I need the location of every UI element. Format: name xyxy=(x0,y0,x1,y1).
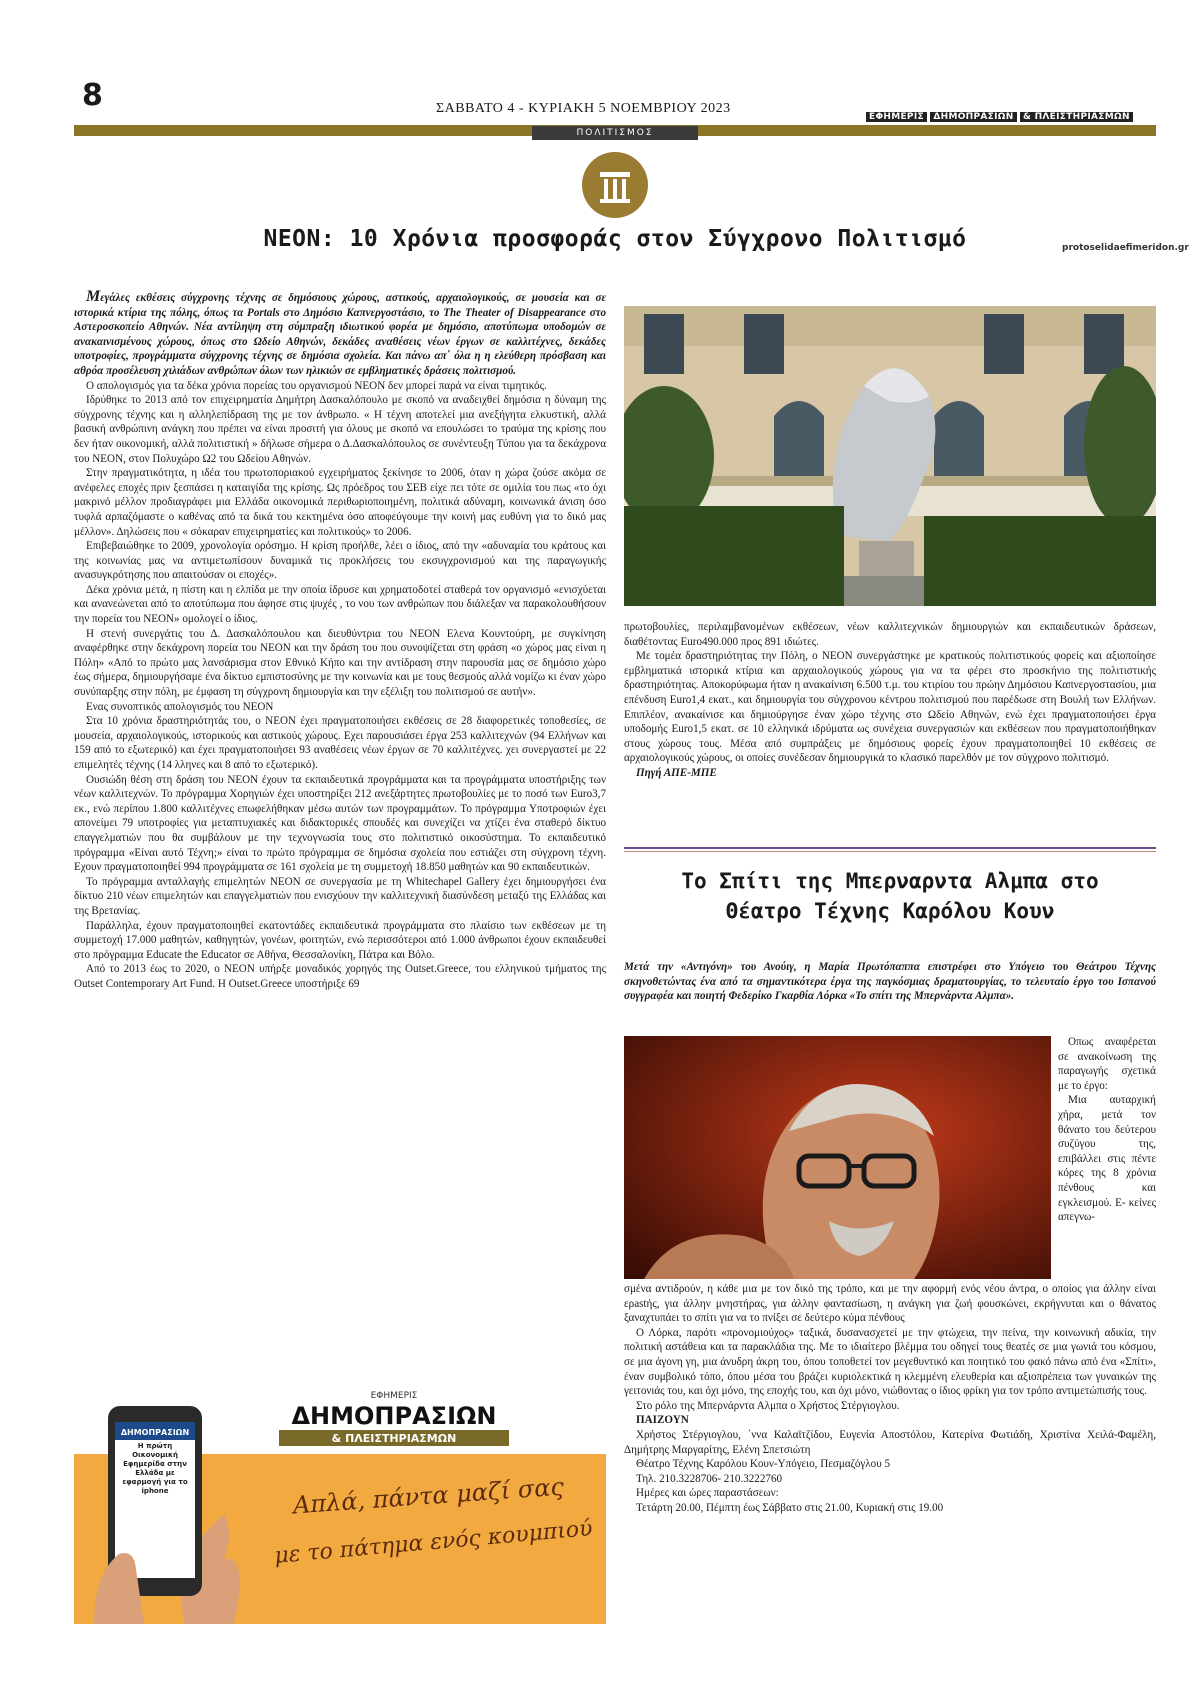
paragraph: Στα 10 χρόνια δραστηριότητάς του, ο NEON έχει πραγματοποιήσει εκθέσεις σε 28 διαφορετικές τοποθεσίες, σε μουσεία, αρχαιολογικούς, ιστορικούς και αστικούς χώρους. Εχει παρουσιάσει έργα 253 καλλιτεχνών (94 Ελλήνων και 159 από το εξωτερικό) και έχει πραγματοποιήσει 93 αναθέσεις νέων έργων σε 70 καλλιτέχνες. χει συνεργαστεί με 22 επιμελητές τέχνης (14 λληνες και 8 από το εξωτερικό). xyxy=(74,715,606,771)
paragraph: Μια αυταρχική χήρα, μετά τον θάνατο του δεύτερου συζύγου της, επιβάλλει στις πέντε κόρες της 8 χρόνια πένθους και εγκλεισμού. Ε- κείνες απεγνω- xyxy=(1058,1094,1156,1224)
paragraph: Με τομέα δραστηριότητας την Πόλη, ο NEON συνεργάστηκε με κρατικούς πολιτιστικούς φορείς και αξιοποίησε εμβληματικά ιστορικά κτίρια και αρχαιολογικούς χώρους για να τα φέρει στο προσκήνιο της πολιτιστικής δραστηριότητας. Αποκορύφωμα ήταν η ανακαίνιση 6.500 τ.μ. του κτιρίου του πρώην Δημόσιου Καπνεργοστασίου, μια επένδυση Euro1,4 εκατ., και δημιουργία του σύγχρονου κέντρου πολιτισμού που παρέδωσε στη Βουλή των Ελλήνων. Επιπλέον, ανακαίνισε και δημιούργησε έναν χώρο τέχνης στο Ωδείο Αθηνών, ενώ έχει πραγματοποιήσει έργα υποδομής Euro1,5 εκατ. σε 10 ελληνικά ιδρύματα ως συνέχεια συνεργασιών και εκθέσεων που πραγματοποιήθηκαν στους χώρους τους. Μέσα από συμπράξεις με δημόσιους φορείς έχουν πραγματοποιηθεί 10 εκθέσεις σε αρχαιολογικούς χώρους, οι οποίες συνέδεσαν δημιουργικά το κλασικό παρελθόν με τον σύγχρονο πολιτισμό. xyxy=(624,650,1156,765)
headline-line: Το Σπίτι της Μπερναρντα Αλμπα στο xyxy=(681,869,1099,893)
venue: Θέατρο Τέχνης Καρόλου Κουν-Υπόγειο, Πεσμαζόγλου 5 xyxy=(636,1458,891,1471)
paragraph: Παράλληλα, έχουν πραγματοποιηθεί εκατοντάδες εκπαιδευτικά προγράμματα στο πλαίσιο των εκθέσεων με τη συμμετοχή 17.000 μαθητών, καθηγητών, γονέων, φοιτητών, ενώ περισσότεροι από 1.000 άνθρωποι έχουν εκπαιδευθεί στο πρόγραμμα Educate the Educator σε Αθήνα, Θεσσαλονίκη, Πάτρα και Βόλο. xyxy=(74,919,606,961)
article1-column-right xyxy=(624,620,1156,781)
page-number: 8 xyxy=(82,78,103,113)
paragraph: Δέκα χρόνια μετά, η πίστη και η ελπίδα με την οποία ίδρυσε και χρηματοδοτεί σταθερά τον οργανισμό «ενισχύεται και ανανεώνεται από το αποτύπωμα που άφησε στις ψυχές , το νου των ανθρώπων που διάλεξαν να παρακολουθήσουν την πορεία του NEON» ομολογεί ο ίδιος. xyxy=(74,583,606,626)
masthead-prefix: ΕΦΗΜΕΡΙΣ xyxy=(866,112,927,122)
source-site: protoselidaefimeridon.gr xyxy=(1062,243,1189,253)
paragraph: Ιδρύθηκε το 2013 από τον επιχειρηματία Δημήτρη Δασκαλόπουλο με σκοπό να αναδειχθεί δημόσια η δύναμη της σύγχρονης τέχνης και η αλληλεπίδραση της με τον άνθρωπο. « Η τέχνη αποτελεί μια ανεξήγητα ελκυστική, αλλά βασική ανθρώπινη ανάγκη που πρέπει να είναι προσιτή για όλους με σκοπό να επουλώσει το τραύμα της κρίσης που δεν ήταν οικονομική, αλλά πολιτιστική » δήλωσε σήμερα ο Δ.Δασκαλόπουλος σε συνέντευξη Τύπου για τα δεκάχρονα του NEON, στον Πολυχώρο Ω2 του Ωδείου Αθηνών. xyxy=(74,394,606,465)
lede-initial: Μ xyxy=(86,288,101,305)
cast-list: Χρήστος Στέργιογλου, ΄ννα Καλαϊτζίδου, Ευγενία Αποστόλου, Κατερίνα Φωτιάδη, Χριστίνα Χειλά-Φαμέλη, Δημήτρης Μαργαρίτης, Ελένη Σπετσιώτη xyxy=(624,1428,1156,1456)
paragraph: πρωτοβουλίες, περιλαμβανομένων εκθέσεων, νέων καλλιτεχνικών δημιουργιών και εκπαιδευτικών δράσεων, διαθέτοντας Euro490.000 προς 891 ιδιώτες. xyxy=(624,621,1156,648)
ad-brand-prefix: ΕΦΗΜΕΡΙΣ xyxy=(370,1391,418,1401)
ad-brand-suffix: & ΠΛΕΙΣΤΗΡΙΑΣΜΩΝ xyxy=(331,1432,457,1445)
phone: Τηλ. 210.3228706- 210.3222760 xyxy=(636,1472,783,1485)
cast-heading: ΠΑΙΖΟΥΝ xyxy=(636,1414,689,1427)
paragraph: Οπως αναφέρεται σε ανακοίνωση της παραγωγής σχετικά με το έργο: xyxy=(1058,1036,1156,1092)
paragraph: Ο απολογισμός για τα δέκα χρόνια πορείας του οργανισμού NEON δεν μπορεί παρά να είναι τιμητικός. xyxy=(86,379,547,392)
paragraph: Η στενή συνεργάτις του Δ. Δασκαλόπουλου και διευθύντρια του NEON Ελενα Κουντούρη, με συγκίνηση αναφέρθηκε στην δεκάχρονη πορεία του NEON και την δράση του που συνοψίζεται στη φράση «ο χώρος μας είναι η Πόλη» «Από το πρώτο μας λανσάρισμα στον Εθνικό Κήπο και την αντίδραση στην παρουσία μας σε δημόσιο χώρο έως σήμερα, δημιουργήσαμε ένα δίκτυο εμπιστοσύνης με την κοινωνία και με τους θεσμούς αλλά νομίζω κι έναν χώρο συνύπαρξης στην πόλη, με έμφαση τη σύγχρονη δημιουργία και την εξέλιξη του πολιτισμού σε αυτήν». xyxy=(74,627,606,699)
article2-body xyxy=(624,1282,1156,1516)
headline-line: Θέατρο Τέχνης Καρόλου Κουν xyxy=(725,899,1055,923)
issue-date: ΣΑΒΒΑΤΟ 4 - ΚΥΡΙΑΚΗ 5 ΝΟΕΜΒΡΙΟΥ 2023 xyxy=(436,101,731,116)
phone-screen-title: ΔΗΜΟΠΡΑΣΙΩΝ xyxy=(120,1428,190,1437)
schedule: Τετάρτη 20.00, Πέμπτη έως Σάββατο στις 21.00, Κυριακή στις 19.00 xyxy=(636,1501,944,1514)
masthead-strip xyxy=(866,112,1156,126)
subheading: Ενας συνοπτικός απολογισμός του NEON xyxy=(86,700,274,713)
paragraph: Από το 2013 έως το 2020, ο NEON υπήρξε μοναδικός χορηγός της Outset.Greece, του ελληνικού τμήματος της Outset Contemporary Art Fund. Η Outset.Greece υποστήριξε 69 xyxy=(74,963,606,990)
paragraph: Επιβεβαιώθηκε το 2009, χρονολογία ορόσημο. Η κρίση προήλθε, λέει ο ίδιος, από την «αδυναμία του κράτους και της κοινωνίας μας να αντιμετωπίσουν δυναμικά τις προκλήσεις του εκσυγχρονισμού και της παραγωγικής ανασυγκρότησης που απαιτούσαν οι εποχές». xyxy=(74,540,606,582)
sculpture-photo xyxy=(624,306,1156,606)
masthead-suffix: & ΠΛΕΙΣΤΗΡΙΑΣΜΩΝ xyxy=(1020,112,1133,122)
article2-headline xyxy=(624,866,1156,926)
article1-column-left xyxy=(74,290,606,992)
article1-headline: NEON: 10 Χρόνια προσφοράς στον Σύγχρονο Πολιτισμό xyxy=(263,226,967,252)
schedule-label: Ημέρες και ώρες παραστάσεων: xyxy=(636,1487,779,1500)
paragraph: σμένα αντιδρούν, η κάθε μια με τον δικό της τρόπο, και με την αφορμή ενός νέου άντρα, ο οποίος για άλλην είναι ερastής, για άλλην μνηστήρας, για άλλην φαντασίωση, η ανάγκη για ζωή φουσκώνει, εκρήγνυται και ο θάνατος ξαναχτυπάει το σπίτι για να το πνίξει σε δεύτερο κύμα πένθους xyxy=(624,1283,1156,1325)
column-icon xyxy=(582,152,648,218)
paragraph: Το πρόγραμμα ανταλλαγής επιμελητών NEON σε συνεργασία με τη Whitechapel Gallery έχει δημιουργήσει ένα δίκτυο 210 νέων επιμελητών και επαγγελματιών που ενισχύουν την καλλιτεχνική διασύνδεση μεταξύ της Ελλάδας και της Βρετανίας. xyxy=(74,875,606,917)
actor-portrait-photo xyxy=(624,1036,1051,1279)
paragraph: Ουσιώδη θέση στη δράση του NEON έχουν τα εκπαιδευτικά προγράμματα και τα προγράμματα υποστήριξης των νέων καλλιτεχνών. Το πρόγραμμα Χορηγιών έχει υποστηρίξει 212 ανεξάρτητες πρωτοβουλίες με το ποσό των Euro3,7 εκ., ενώ περίπου 1.800 καλλιτέχνες επωφελήθηκαν μέσω αυτών των προγραμμάτων. Το πρόγραμμα Υποτροφιών έχει απονείμει 79 υποτροφίες για μεταπτυχιακές και διδακτορικές σπουδές και συνεχίζει να χτίζει ένα σταθερό δίκτυο επαγγελματιών που θα συμβάλουν με την τεχνογνωσία τους στο πολιτιστικό οικοσύστημα. Το εκπαιδευτικό πρόγραμμα «Είναι αυτό Τέχνη;» είναι το πρώτο πρόγραμμα σε δημόσια σχολεία που εστιάζει στη σύγχρονη τέχνη. Εχουν πραγματοποιηθεί 994 προγράμματα σε 161 σχολεία με τη συμμετοχή 18.850 μαθητών και 90 εκπαιδευτικών. xyxy=(74,773,606,874)
advertisement[interactable] xyxy=(74,1384,606,1624)
article-divider xyxy=(624,847,1156,852)
phone-screen-text: Η πρώτη Οικονομική Εφημερίδα στην Ελλάδα με εφαρμογή για το iphone xyxy=(122,1442,188,1495)
article1-lede xyxy=(74,290,606,379)
ad-slogan-line1: Απλά, πάντα μαζί σας xyxy=(292,1472,565,1520)
section-label: ΠΟΛΙΤΙΣΜΟΣ xyxy=(532,126,698,140)
article2-lede: Μετά την «Αντιγόνη» του Ανούιγ, η Μαρία Πρωτόπαππα επιστρέφει στο Υπόγειο του Θεάτρου Τέχνης σκηνοθετώντας ένα από τα σημαντικότερα έργα της παγκόσμιας δραματουργίας, το τελευταίο έργο του Ισπανού συγγραφέα και ποιητή Φεδερίκο Γκαρθία Λόρκα «Το σπίτι της Μπερνάρντα Αλμπα». xyxy=(624,961,1156,1003)
paragraph: Ο Λόρκα, παρότι «προνομιούχος» ταξικά, δυσανασχετεί με την φτώχεια, την πείνα, την κοινωνική αδικία, την πολιτική αστάθεια και τα παρακλάδια της. Με το ιδιαίτερο βλέμμα του οδηγεί τους θεατές σε μια γωνιά του κόσμου, σε μια άγονη γη, μια άνυδρη άκρη του, όπου τοποθετεί τον μεγεθυντικό και ποιητικό του φακό πάνω από ένα «Σπίτι», έναν συμβολικό τόπο, όπου μέσα του βράζει κυριολεκτικά η κλεμμένη ελευθερία και αξιοπρέπεια των γυναικών της γειτονιάς του, και όχι μόνο, της εποχής του, και όχι μόνο, νιώθοντας ο ίδιος φρίκη για τον τρόπο αντιμετώπισής τους. xyxy=(624,1326,1156,1398)
paragraph: Στην πραγματικότητα, η ιδέα του πρωτοποριακού εγχειρήματος ξεκίνησε το 2006, όταν η χώρα ζούσε ακόμα σε ανέφελες εποχές πριν ξεσπάσει η καταιγίδα της κρίσης. Ως πρόεδρος του ΣΕΒ είχε πει τότε σε ομιλία του πως «το όχι μακρινό μέλλον προδιαγράφει μια Ελλάδα οικονομικά περιθωριοποιημένη, πολιτικά αδύναμη, κοινωνικά άνιση όσο τυφλά αρπαζόμαστε ο καθένας από τα δικά του κεκτημένα όσο αποφεύγουμε την κοινή μας ευθύνη για το δικό μας μέλλον». Δηλώσεις που « σόκαραν επιχειρηματίες και πολιτικούς» το 2006. xyxy=(74,467,606,538)
masthead-name: ΔΗΜΟΠΡΑΣΙΩΝ xyxy=(930,112,1016,122)
role-line: Στο ρόλο της Μπερνάρντα Αλμπα ο Χρήστος Στέργιογλου. xyxy=(636,1399,900,1412)
lede-text: εγάλες εκθέσεις σύγχρονης τέχνης σε δημόσιους χώρους, αστικούς, αρχαιολογικούς, σε μουσεία και σε ιστορικά κτίρια της πόλης, όπως τα Portals στο Δημόσιο Καπνεργοστάσιο, το The Theater of Disappearance στο Αστεροσκοπείο Αθηνών. Νέα αντίληψη στη σύμπραξη ιδιωτικού φορέα με δημόσιο, αποτύπωμα υποδομών σε ανακαινισμένους χώρους, όπως στο Ωδείο Αθηνών, δεκάδες αναθέσεις νέων έργων σε καλλιτέχνες, δεκάδες υποτροφίες, προγράμματα σύγχρονης τέχνης σε δημόσια σχολεία. Και πάνω απ΄ όλα η η ελεύθερη πρόσβαση και αθρόα προσέλευση χιλιάδων ανθρώπων όλων των ηλικιών σε εμβληματικές δράσεις πολιτισμού. xyxy=(74,292,606,377)
article2-wrap-text xyxy=(1058,1035,1156,1225)
ad-brand-name: ΔΗΜΟΠΡΑΣΙΩΝ xyxy=(291,1402,497,1430)
ad-slogan-line2: με το πάτημα ενός κουμπιού xyxy=(273,1516,594,1569)
source-credit: Πηγή ΑΠΕ-ΜΠΕ xyxy=(636,766,717,779)
